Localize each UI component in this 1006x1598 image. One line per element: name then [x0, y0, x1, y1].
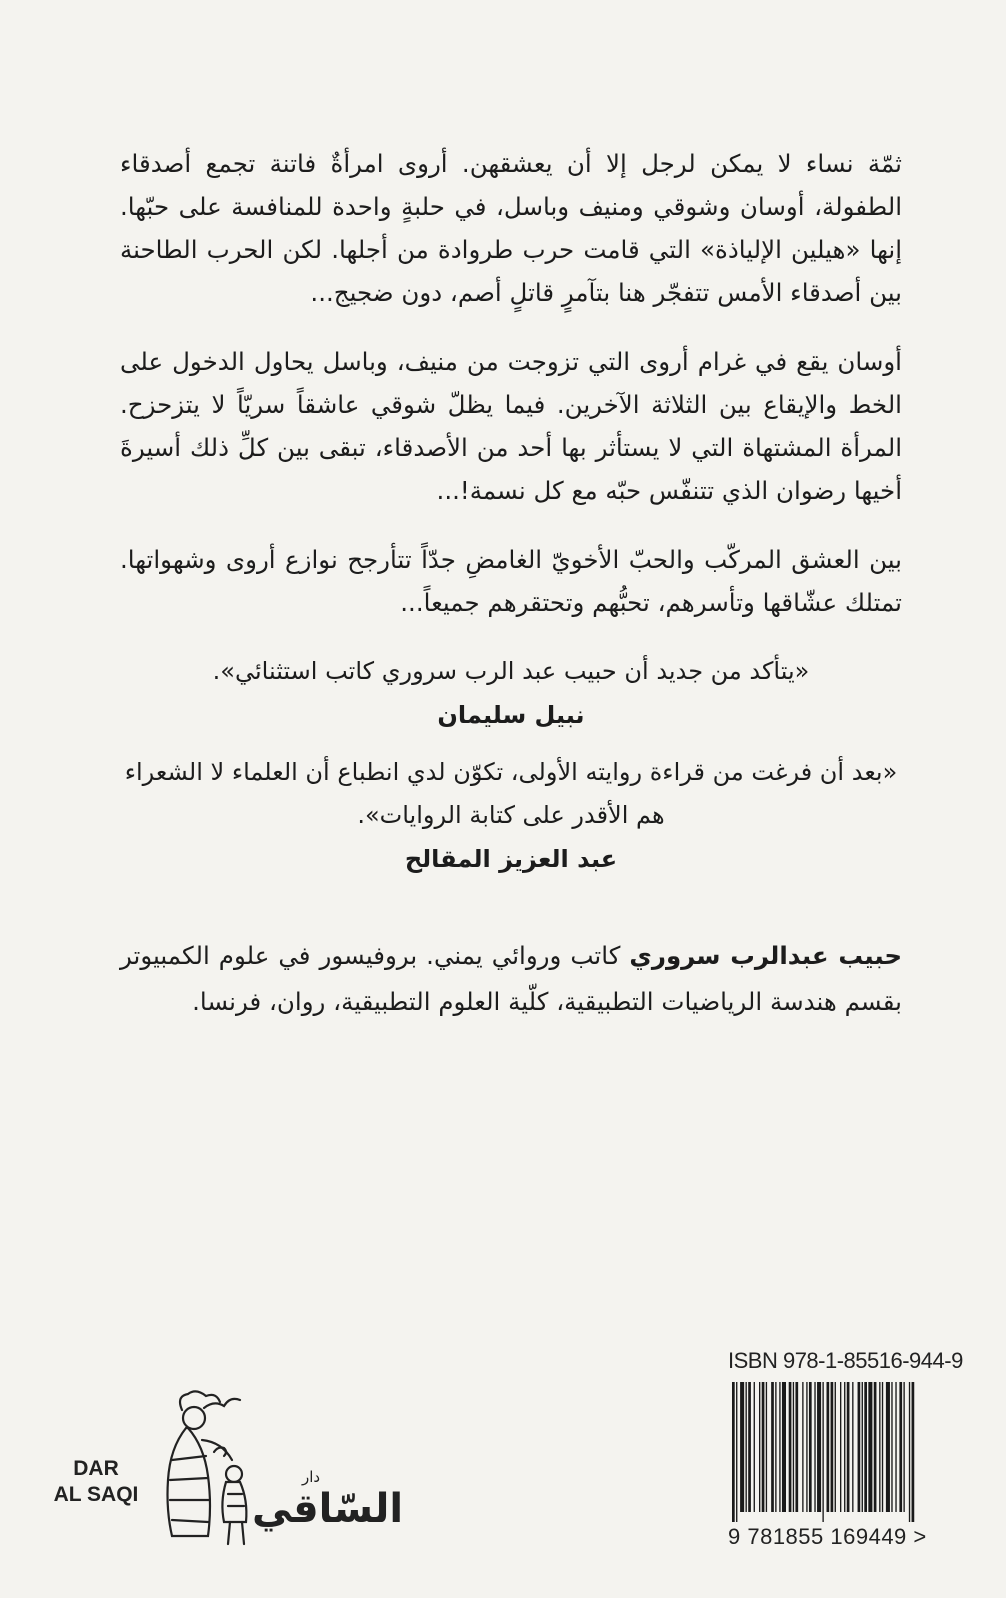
barcode-bar	[809, 1382, 812, 1512]
barcode-bar	[771, 1382, 774, 1512]
author-name: حبيب عبدالرب سروري	[629, 941, 902, 970]
barcode-bar	[732, 1382, 735, 1522]
blurb-paragraph-2: أوسان يقع في غرام أروى التي تزوجت من منيف، وباسل يحاول الدخول على الخط والإيقاع بين الثلاثة الآخرين. فيما يظلّ شوقي عاشقاً سريّاً لا يتزحزح. المرأة المشتهاة التي لا يستأثر بها أحد من الأصدقاء، تبقى بين كلِّ ذلك أسيرةَ أخيها رضوان الذي تتنفّس حبّه مع كل نسمة!...	[120, 347, 902, 505]
publisher-name-ar: السّاقي	[252, 1486, 404, 1532]
barcode-bar	[895, 1382, 896, 1512]
barcode-bar	[874, 1382, 877, 1512]
author-bio-text: كاتب وروائي يمني. بروفيسور في علوم الكمبيوتر بقسم هندسة الرياضيات التطبيقية، كلّية العلوم التطبيقية، روان، فرنسا.	[120, 941, 902, 1016]
barcode-bar	[864, 1382, 867, 1512]
barcode-bar	[806, 1382, 807, 1512]
barcode-bar	[903, 1382, 904, 1512]
barcode-bar	[822, 1382, 823, 1522]
barcode-bar	[835, 1382, 836, 1512]
barcode-bar	[817, 1382, 821, 1512]
barcode-bar	[899, 1382, 902, 1512]
barcode-bar	[844, 1382, 845, 1512]
barcode-bar	[782, 1382, 786, 1512]
barcode-bar	[736, 1382, 737, 1522]
barcode-bar	[852, 1382, 853, 1512]
barcode-bar	[886, 1382, 890, 1512]
barcode-bar	[748, 1382, 751, 1512]
barcode-block	[728, 1348, 982, 1568]
barcode-bar	[766, 1382, 767, 1512]
publisher-name-en	[46, 1456, 146, 1508]
barcode-bar	[840, 1382, 841, 1512]
barcode-bar	[868, 1382, 872, 1512]
isbn-label: ISBN 978-1-85516-944-9	[728, 1348, 963, 1373]
blurb-paragraph-3: بين العشق المركّب والحبّ الأخويّ الغامضِ جدّاً تتأرجح نوازع أروى وشهواتها. تمتلك عشّاقها وتأسرهم، تحبُّهم وتحتقرهم جميعاً...	[120, 545, 902, 617]
publisher-logo	[46, 1390, 404, 1560]
barcode-digits: 9 781855 169449 >	[728, 1524, 927, 1549]
publisher-figure-icon	[142, 1390, 262, 1560]
barcode-bar	[827, 1382, 830, 1512]
blurb-column	[120, 142, 902, 1050]
review-quote-2: «بعد أن فرغت من قراءة روايته الأولى، تكوّن لدي انطباع أن العلماء لا الشعراء هم الأقدر على كتابة الروايات».	[124, 758, 898, 829]
review-quote-1: «يتأكد من جديد أن حبيب عبد الرب سروري كاتب استثنائي».	[212, 657, 810, 685]
review-author-1: نبيل سليمان	[437, 701, 585, 729]
barcode-bar	[754, 1382, 755, 1512]
publisher-name-en-line1: DAR	[73, 1457, 119, 1480]
barcode-bar	[912, 1382, 915, 1522]
publisher-name-en-line2: AL SAQI	[53, 1483, 139, 1506]
barcode-bar	[802, 1382, 803, 1512]
barcode-bar	[831, 1382, 834, 1512]
barcode-bar	[775, 1382, 776, 1512]
barcode-bar	[858, 1382, 861, 1512]
barcode-bar	[879, 1382, 880, 1512]
barcode-bar	[759, 1382, 760, 1512]
review-author-2: عبد العزيز المقالح	[404, 845, 618, 873]
publisher-name-ar-small: دار	[302, 1468, 321, 1486]
barcode-bar	[814, 1382, 815, 1512]
barcode-bar	[847, 1382, 850, 1512]
barcode-bar	[882, 1382, 883, 1512]
barcode-bar	[762, 1382, 765, 1512]
author-bio	[120, 933, 902, 1025]
barcode-bar	[746, 1382, 747, 1512]
barcode-bar	[909, 1382, 910, 1522]
blurb-paragraph-1: ثمّة نساء لا يمكن لرجل إلا أن يعشقهن. أروى امرأةٌ فاتنة تجمع أصدقاء الطفولة، أوسان وشوقي ومنيف وباسل، في حلبةٍ واحدة للمنافسة على حبّها. إنها «هيلين الإلياذة» التي قامت حرب طروادة من أجلها. لكن الحرب الطاحنة بين أصدقاء الأمس تتفجّر هنا بتآمرٍ قاتلٍ أصم، دون ضجيج...	[120, 149, 902, 307]
barcode-bar	[779, 1382, 780, 1512]
barcode-bar	[789, 1382, 792, 1512]
barcode-bar	[862, 1382, 863, 1512]
barcode-bar	[891, 1382, 892, 1512]
barcode-icon	[728, 1382, 982, 1522]
barcode-bar	[793, 1382, 794, 1512]
barcode-bar	[795, 1382, 798, 1512]
barcode-bar	[740, 1382, 744, 1512]
